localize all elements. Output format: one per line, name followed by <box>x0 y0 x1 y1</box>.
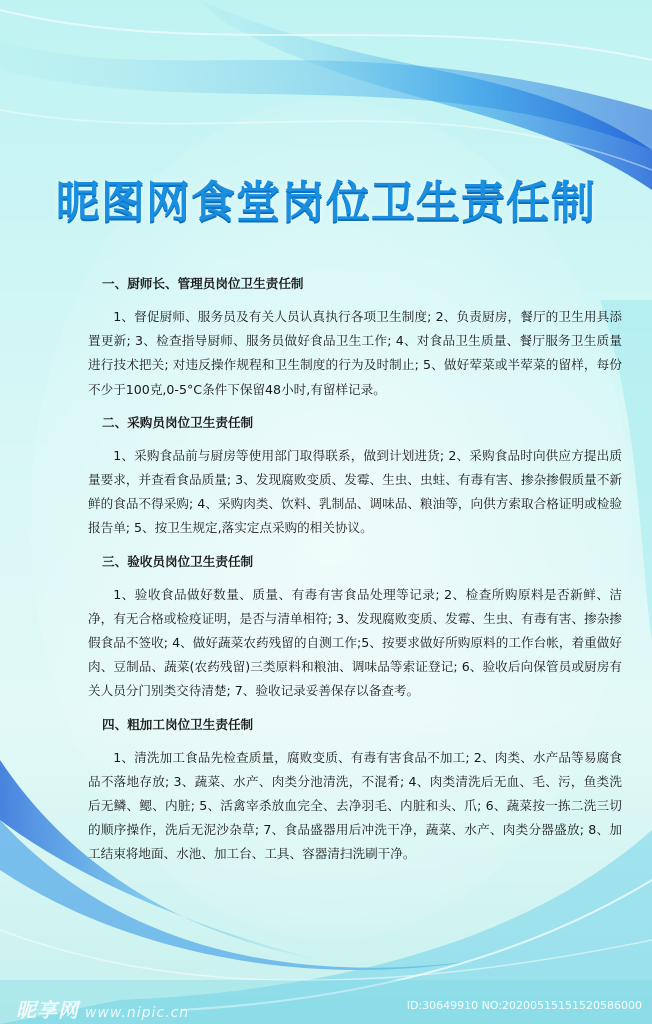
section-heading: 四、粗加工岗位卫生责任制 <box>102 716 254 732</box>
section-inspector <box>88 550 622 704</box>
section-rough-processing <box>88 713 622 867</box>
section-purchaser <box>88 411 622 541</box>
watermark-logo-text: 昵享网 <box>16 998 79 1022</box>
document-body <box>88 272 622 876</box>
watermark-url: www.nipic.cn <box>85 1005 190 1021</box>
section-text: 1、督促厨师、服务员及有关人员认真执行各项卫生制度; 2、负责厨房，餐厅的卫生用具添置更新; 3、检查指导厨师、服务员做好食品卫生工作; 4、对食品卫生质量、餐厅服务卫生质量进行技术把关; 对违反操作规程和卫生制度的行为及时制止; 5、做好荤菜或半荤菜的留样，每份不少于100克,0-5°C条件下保留48小时,有留样记录。 <box>88 309 622 397</box>
section-chef-manager <box>88 272 622 402</box>
watermark-id: ID:30649910 NO:20200515151520586000 <box>406 999 642 1012</box>
section-heading: 一、厨师长、管理员岗位卫生责任制 <box>102 276 304 291</box>
section-text: 1、采购食品前与厨房等使用部门取得联系，做到计划进货; 2、采购食品时向供应方提出质量要求，并查看食品质量; 3、发现腐败变质、发霉、生虫、虫蛀、有毒有害、掺杂掺假质量不新鲜的食品不得采购; 4、采购肉类、饮料、乳制品、调味品、粮油等，向供方索取合格证明或检验报告单; 5、按卫生规定,落实定点采购的相关协议。 <box>88 447 622 536</box>
section-heading: 三、验收员岗位卫生责任制 <box>102 553 254 569</box>
watermark-logo <box>16 994 189 1023</box>
page-title: 昵图网食堂岗位卫生责任制 <box>56 177 596 228</box>
section-text: 1、清洗加工食品先检查质量，腐败变质、有毒有害食品不加工; 2、肉类、水产品等易腐食品不落地存放; 3、蔬菜、水产、肉类分池清洗，不混肴; 4、肉类清洗后无血、毛、污，鱼类洗后无鳞、鳃、内脏; 5、活禽宰杀放血完全、去净羽毛、内脏和头、爪; 6、蔬菜按一拣二洗三切的顺序操作，洗后无泥沙杂草; 7、食品盛器用后冲洗干净，蔬菜、水产、肉类分器盛放; 8、加工结束将地面、水池、加工台、工具、容器清扫洗刷干净。 <box>88 749 622 862</box>
section-text: 1、验收食品做好数量、质量、有毒有害食品处理等记录; 2、检查所购原料是否新鲜、洁净，有无合格或检疫证明，是否与清单相符; 3、发现腐败变质、发霉、生虫、有毒有害、掺杂掺假食品不签收; 4、做好蔬菜农药残留的自测工作;5、按要求做好所购原料的工作台帐，着重做好肉、豆制品、蔬菜(农药残留)三类原料和粮油、调味品等索证登记; 6、验收后向保管员或厨房有关人员分门别类交待清楚; 7、验收记录妥善保存以备查考。 <box>88 586 622 699</box>
section-heading: 二、采购员岗位卫生责任制 <box>102 414 254 430</box>
